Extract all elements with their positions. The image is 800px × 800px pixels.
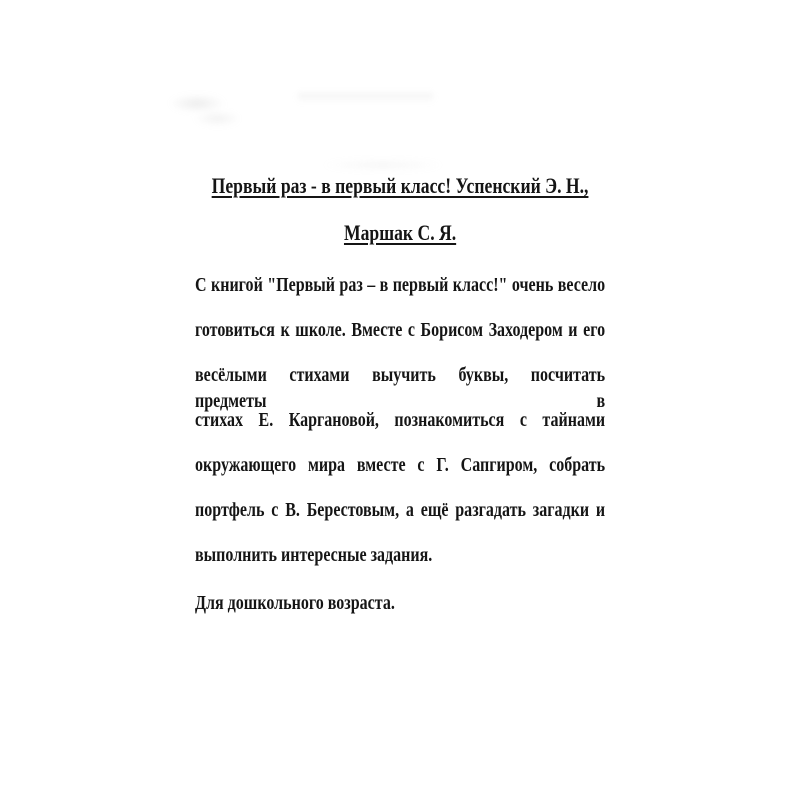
book-title-line-1: Первый раз - в первый класс! Успенский Э. Н., [211,173,589,198]
description-line: С книгой "Первый раз – в первый класс!" очень весело [195,274,606,296]
description-line-last: выполнить интересные задания. [195,544,433,566]
description-line: портфель с В. Берестовым, а ещё разгадать загадки и [195,499,606,521]
scan-streak-artifact [298,93,433,103]
audience-note-line: Для дошкольного возраста. [195,592,395,614]
scan-ghost-artifact [324,158,442,172]
description-line: весёлыми стихами выучить буквы, посчитать предметы в [195,364,606,412]
description-line: готовиться к школе. Вместе с Борисом Заходером и его [195,319,606,341]
description-line: окружающего мира вместе с Г. Сапгиром, собрать [195,454,606,476]
book-title-line-2: Маршак С. Я. [343,220,457,245]
scan-smudge-artifact [170,92,238,130]
description-line: стихах Е. Каргановой, познакомиться с тайнами [195,409,606,431]
